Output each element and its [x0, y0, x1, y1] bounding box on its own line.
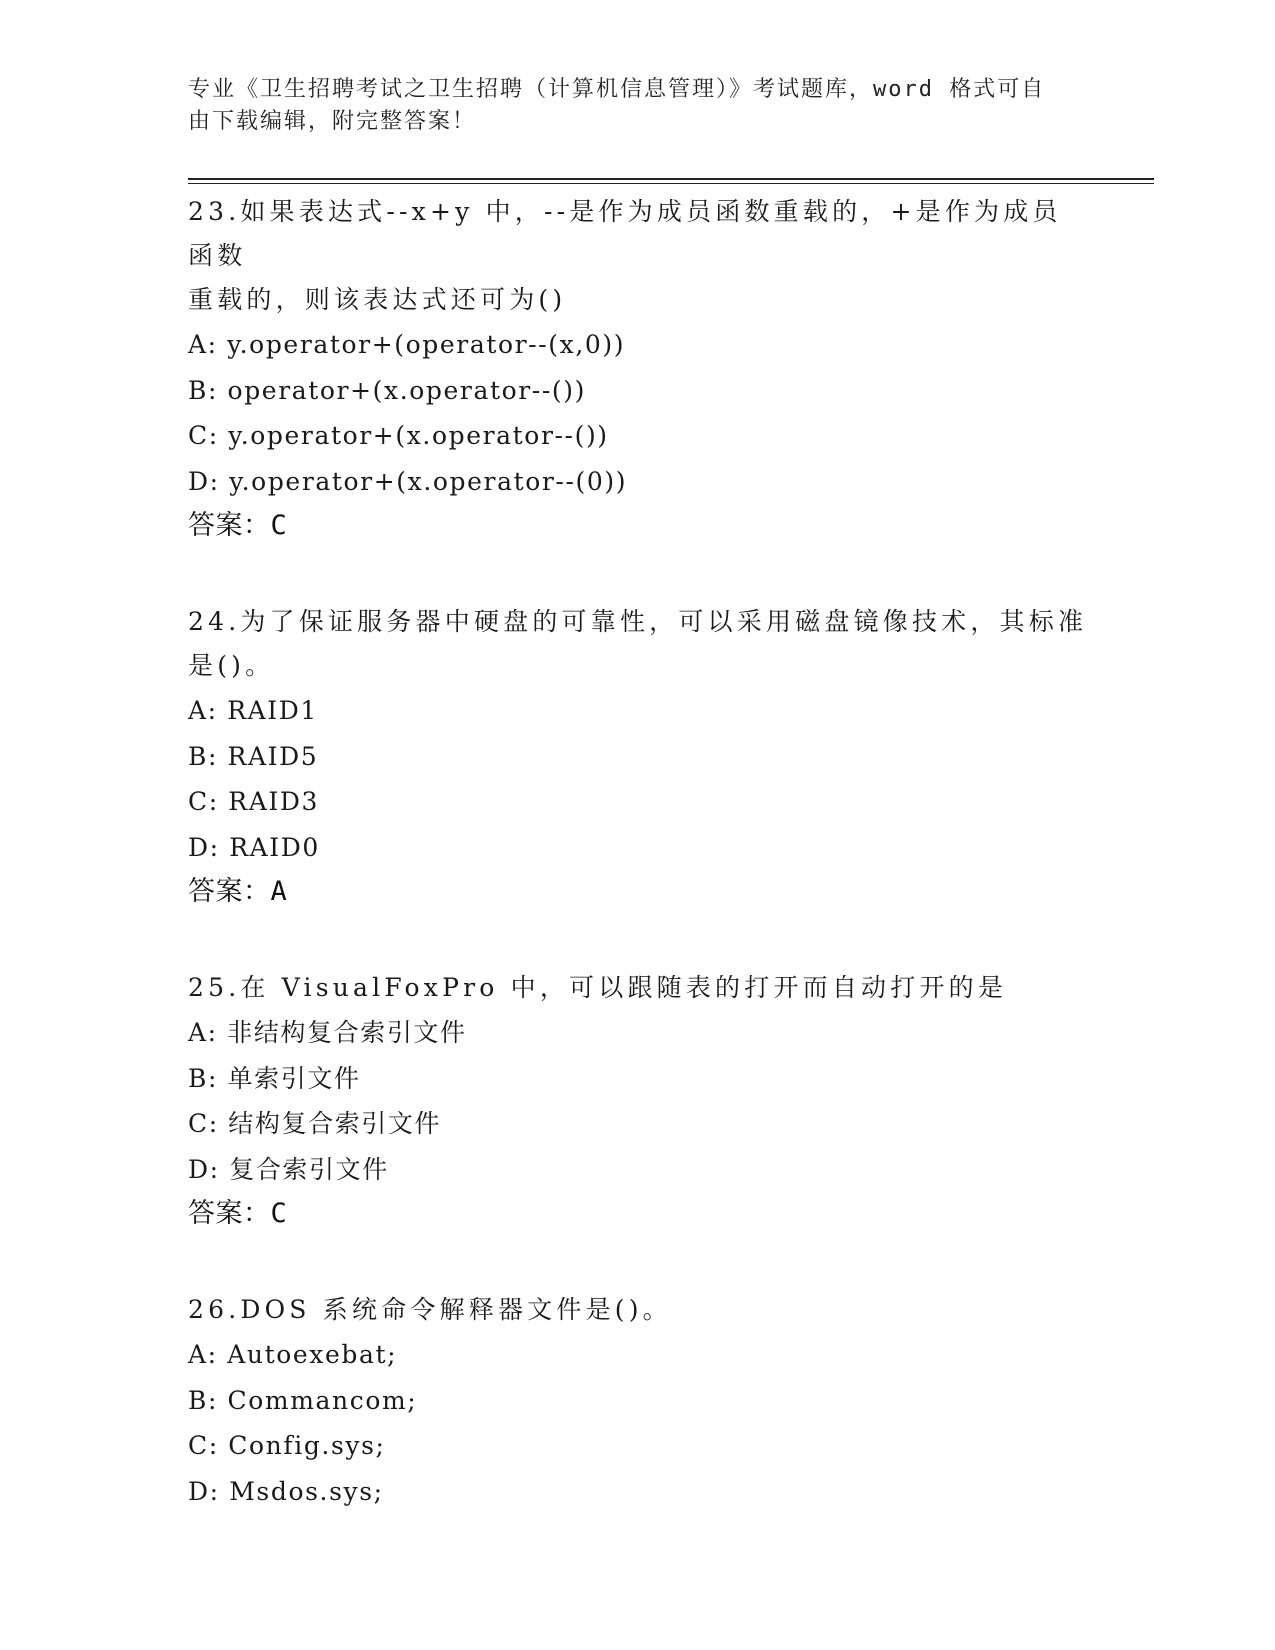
option-d: D: RAID0: [188, 832, 320, 862]
option-b: B: Commancom;: [188, 1385, 418, 1415]
question-text: 是()。: [188, 651, 275, 680]
header-divider-thin: [188, 183, 1154, 184]
option-d: D: 复合索引文件: [188, 1154, 389, 1184]
option-b: B: RAID5: [188, 741, 319, 771]
question-text: 重载的，则该表达式还可为(): [188, 285, 567, 314]
option-a: A: y.operator+(operator--(x,0)): [188, 330, 626, 359]
question-text: 26.DOS 系统命令解释器文件是()。: [188, 1295, 672, 1324]
option-a: A: RAID1: [188, 696, 318, 725]
answer: 答案：C: [188, 510, 288, 541]
option-d: D: Msdos.sys;: [188, 1476, 384, 1506]
header-divider-thick: [188, 178, 1154, 180]
option-a: A: Autoexebat;: [188, 1340, 398, 1369]
answer: 答案：C: [188, 1198, 288, 1229]
option-b: B: 单索引文件: [188, 1063, 361, 1093]
document-header: [188, 74, 1068, 138]
question-24: [188, 600, 1088, 914]
option-d: D: y.operator+(x.operator--(0)): [188, 466, 628, 496]
option-c: C: RAID3: [188, 787, 320, 816]
option-a: A: 非结构复合索引文件: [188, 1018, 467, 1047]
option-b: B: operator+(x.operator--()): [188, 375, 586, 405]
question-23: [188, 190, 1088, 548]
question-text: 25.在 VisualFoxPro 中，可以跟随表的打开而自动打开的是: [188, 973, 1008, 1002]
option-c: C: y.operator+(x.operator--()): [188, 421, 609, 450]
header-line-1: 专业《卫生招聘考试之卫生招聘（计算机信息管理）》考试题库，word 格式可自: [188, 77, 1046, 102]
question-text: 23.如果表达式--x+y 中，--是作为成员函数重载的，+是作为成员函数: [188, 197, 1062, 270]
question-list: [188, 190, 1088, 1566]
answer: 答案：A: [188, 876, 288, 907]
question-26: [188, 1288, 1088, 1514]
option-c: C: 结构复合索引文件: [188, 1109, 442, 1138]
question-25: [188, 966, 1088, 1236]
header-line-2: 由下载编辑，附完整答案！: [188, 109, 477, 134]
question-text: 24.为了保证服务器中硬盘的可靠性，可以采用磁盘镜像技术，其标准: [188, 607, 1088, 636]
option-c: C: Config.sys;: [188, 1431, 386, 1460]
